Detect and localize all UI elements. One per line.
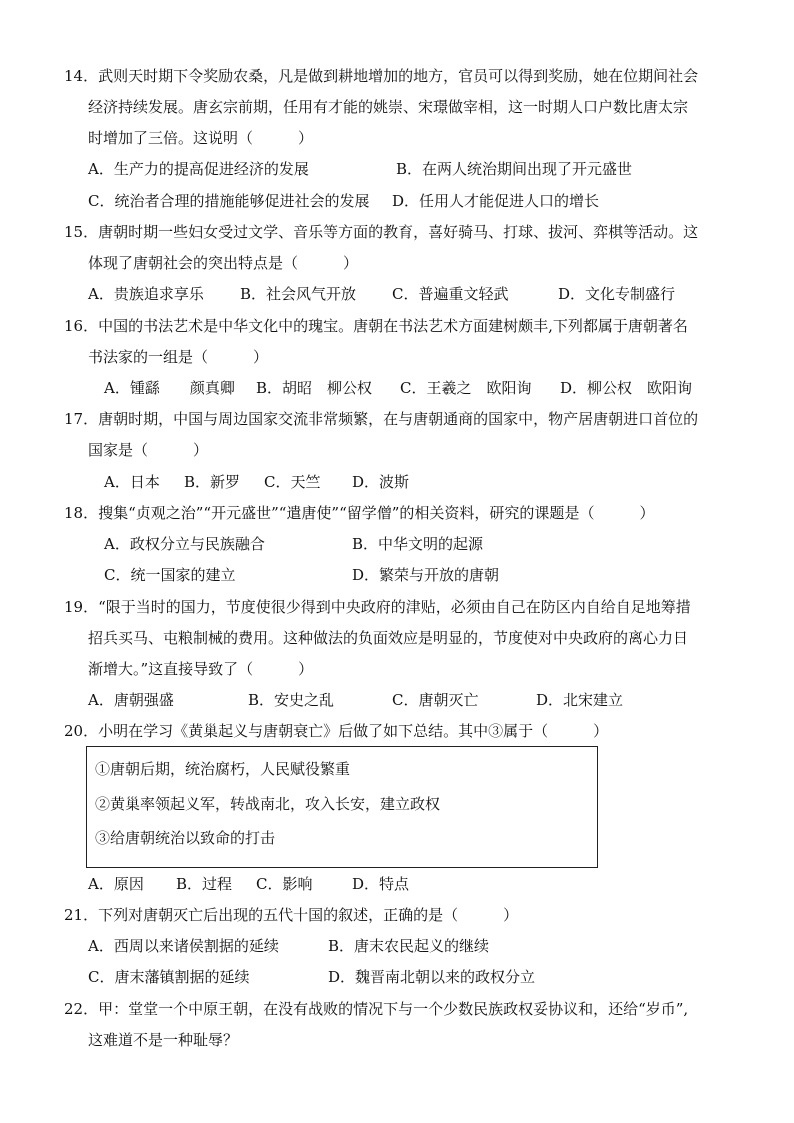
- question-18-line-1: 18．搜集“贞观之治”“开元盛世”“遣唐使”“留学僧”的相关资料，研究的课题是（ ）: [64, 504, 655, 522]
- question-14-option-a[interactable]: A．生产力的提高促进经济的发展: [88, 160, 309, 178]
- question-20-option-a[interactable]: A．原因: [88, 875, 144, 893]
- question-21-option-c[interactable]: C．唐末藩镇割据的延续: [88, 968, 250, 986]
- question-20-option-c[interactable]: C．影响: [256, 875, 313, 893]
- question-19-line-1: 19．“限于当时的国力，节度使很少得到中央政府的津贴，必须由自己在防区内自给自足地筹措: [64, 598, 691, 616]
- question-17-option-a[interactable]: A．日本: [104, 473, 160, 491]
- question-19-option-d[interactable]: D．北宋建立: [536, 691, 624, 709]
- question-21-option-b[interactable]: B．唐末农民起义的继续: [328, 937, 490, 955]
- summary-item-3: ③给唐朝统治以致命的打击: [95, 829, 276, 847]
- question-16-option-b[interactable]: B．胡昭 柳公权: [256, 379, 373, 397]
- question-20-option-d[interactable]: D．特点: [352, 875, 410, 893]
- question-16-option-a[interactable]: A．锺繇 颜真卿: [104, 379, 235, 397]
- question-17-option-c[interactable]: C．天竺: [264, 473, 321, 491]
- question-14-option-c[interactable]: C．统治者合理的措施能够促进社会的发展: [88, 192, 370, 210]
- question-17-option-b[interactable]: B．新罗: [184, 473, 241, 491]
- question-16-option-d[interactable]: D．柳公权 欧阳询: [560, 379, 693, 397]
- question-20-line-1: 20．小明在学习《黄巢起义与唐朝衰亡》后做了如下总结。其中③属于（ ）: [64, 722, 609, 740]
- question-19-line-3: 渐增大。”这直接导致了（ ）: [88, 660, 314, 678]
- question-19-option-c[interactable]: C．唐朝灭亡: [392, 691, 479, 709]
- question-14-line-2: 经济持续发展。唐玄宗前期，任用有才能的姚崇、宋璟做宰相，这一时期人口户数比唐太宗: [88, 98, 689, 116]
- question-19-option-b[interactable]: B．安史之乱: [248, 691, 335, 709]
- question-17-option-d[interactable]: D．波斯: [352, 473, 410, 491]
- question-14-line-3: 时增加了三倍。这说明（ ）: [88, 129, 314, 147]
- summary-item-1: ①唐朝后期，统治腐朽，人民赋役繁重: [95, 760, 351, 778]
- question-15-option-d[interactable]: D．文化专制盛行: [558, 285, 676, 303]
- question-15-line-2: 体现了唐朝社会的突出特点是（ ）: [88, 254, 359, 272]
- question-18-option-a[interactable]: A．政权分立与民族融合: [104, 535, 265, 553]
- question-19-line-2: 招兵买马、屯粮制械的费用。这种做法的负面效应是明显的，节度使对中央政府的离心力日: [88, 629, 689, 647]
- question-15-option-a[interactable]: A．贵族追求享乐: [88, 285, 204, 303]
- question-15-option-c[interactable]: C．普遍重文轻武: [392, 285, 509, 303]
- question-21-option-a[interactable]: A．西周以来诸侯割据的延续: [88, 937, 279, 955]
- question-20-option-b[interactable]: B．过程: [176, 875, 233, 893]
- summary-box: [86, 746, 598, 868]
- question-22-line-1: 22．甲：堂堂一个中原王朝，在没有战败的情况下与一个少数民族政权妥协议和，还给“岁币”,: [64, 1000, 689, 1018]
- question-14-option-b[interactable]: B．在两人统治期间出现了开元盛世: [396, 160, 633, 178]
- question-15-line-1: 15．唐朝时期一些妇女受过文学、音乐等方面的教育，喜好骑马、打球、拔河、弈棋等活动。这: [64, 223, 699, 241]
- question-18-option-b[interactable]: B．中华文明的起源: [352, 535, 484, 553]
- summary-item-2: ②黄巢率领起义军，转战南北，攻入长安，建立政权: [95, 795, 441, 813]
- question-15-option-b[interactable]: B．社会风气开放: [240, 285, 357, 303]
- question-18-option-d[interactable]: D．繁荣与开放的唐朝: [352, 566, 500, 584]
- question-17-line-1: 17．唐朝时期，中国与周边国家交流非常频繁，在与唐朝通商的国家中，物产居唐朝进口首位的: [64, 410, 699, 428]
- question-14-line-1: 14．武则天时期下令奖励农桑，凡是做到耕地增加的地方，官员可以得到奖励，她在位期间社会: [64, 67, 699, 85]
- question-16-line-1: 16．中国的书法艺术是中华文化中的瑰宝。唐朝在书法艺术方面建树颇丰,下列都属于唐朝著名: [64, 317, 688, 335]
- question-21-line-1: 21．下列对唐朝灭亡后出现的五代十国的叙述，正确的是（ ）: [64, 906, 519, 924]
- question-16-option-c[interactable]: C．王羲之 欧阳询: [400, 379, 532, 397]
- question-16-line-2: 书法家的一组是（ ）: [88, 348, 269, 366]
- question-21-option-d[interactable]: D．魏晋南北朝以来的政权分立: [328, 968, 536, 986]
- question-17-line-2: 国家是（ ）: [88, 441, 209, 459]
- question-18-option-c[interactable]: C．统一国家的建立: [104, 566, 236, 584]
- question-19-option-a[interactable]: A．唐朝强盛: [88, 691, 174, 709]
- question-22-line-2: 这难道不是一种耻辱？: [88, 1031, 239, 1049]
- question-14-option-d[interactable]: D．任用人才能促进人口的增长: [392, 192, 600, 210]
